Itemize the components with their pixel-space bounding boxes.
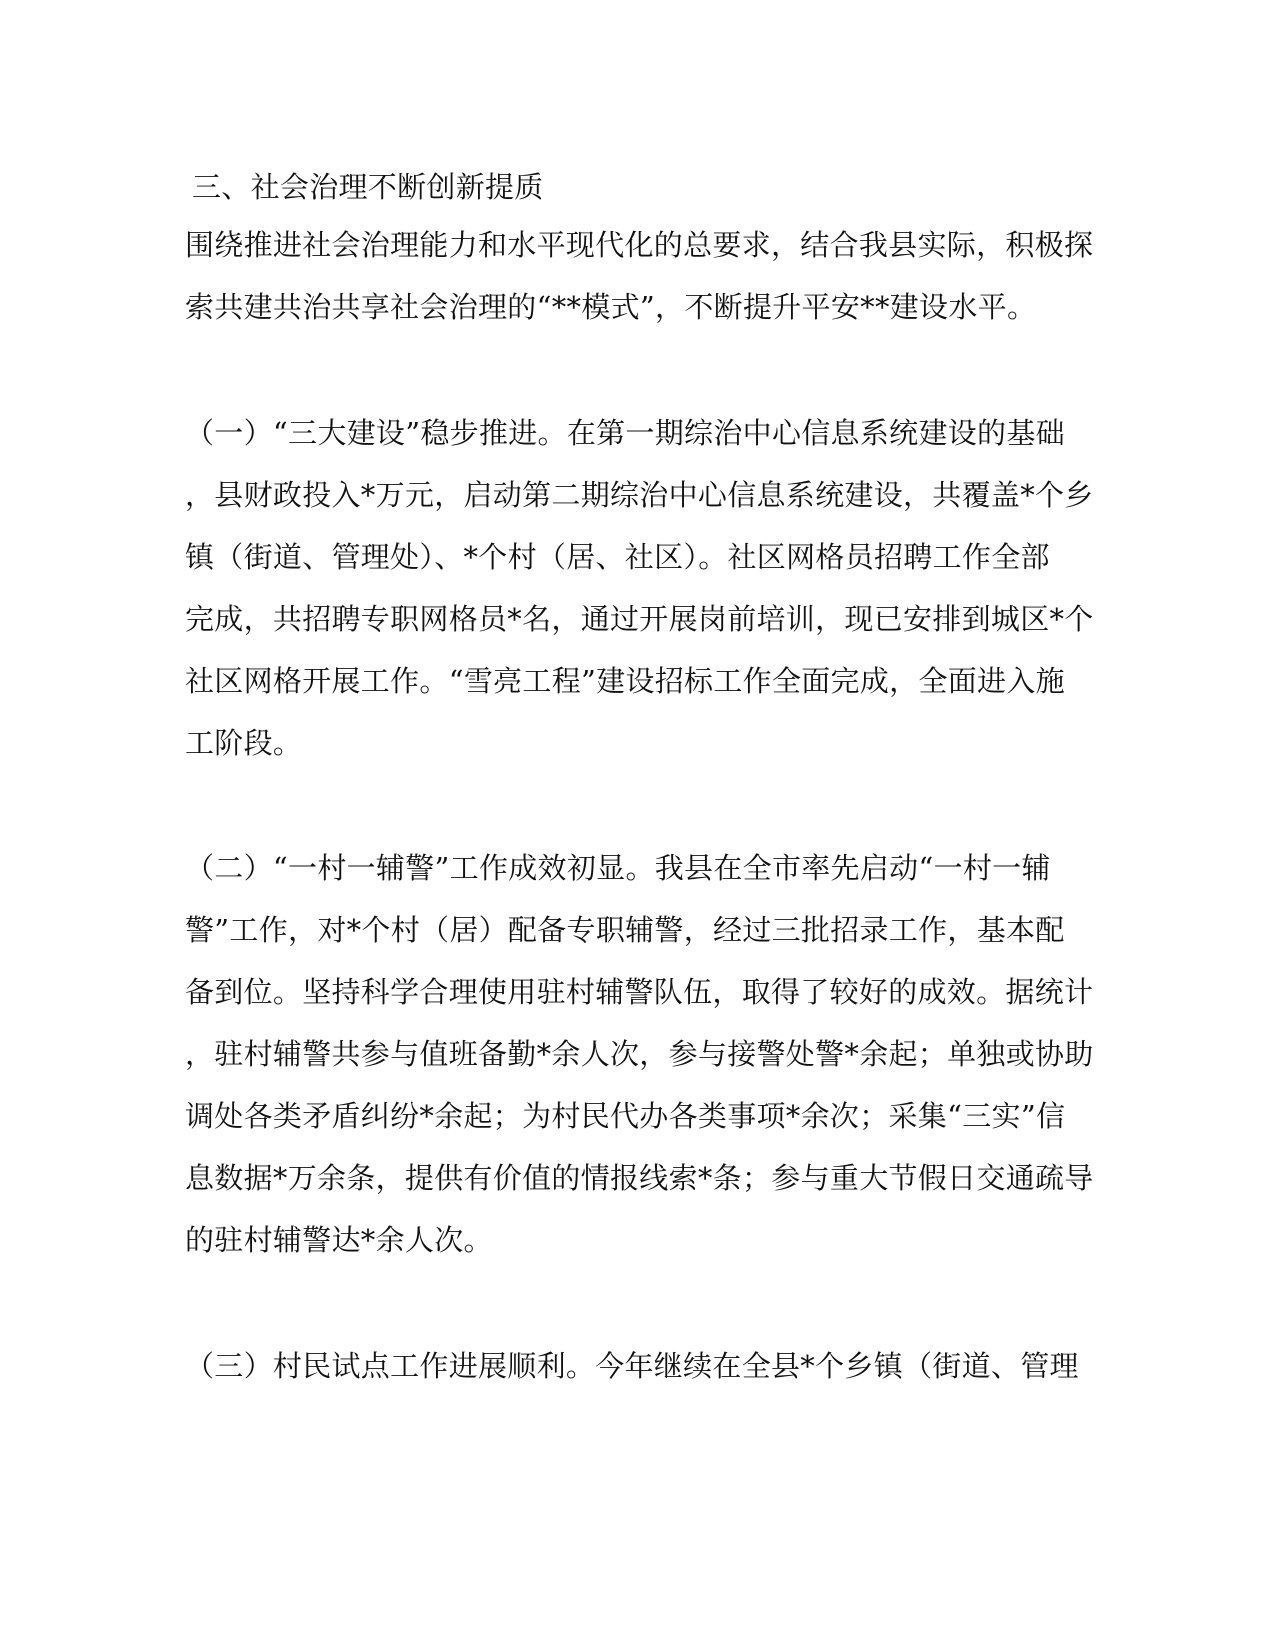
text-line: （二）“一村一辅警”工作成效初显。我县在全市率先启动“一村一辅 bbox=[185, 851, 1051, 885]
text-line: 围绕推进社会治理能力和水平现代化的总要求，结合我县实际，积极探 bbox=[185, 228, 1094, 262]
section-heading: 三、社会治理不断创新提质 bbox=[192, 170, 544, 204]
text-line: ，县财政投入*万元，启动第二期综治中心信息系统建设，共覆盖*个乡 bbox=[185, 478, 1094, 512]
text-line: 索共建共治共享社会治理的“**模式”，不断提升平安**建设水平。 bbox=[185, 290, 1037, 324]
text-line: 工阶段。 bbox=[185, 726, 303, 760]
text-line: 调处各类矛盾纠纷*余起；为村民代办各类事项*余次；采集“三实”信 bbox=[185, 1099, 1066, 1133]
text-line: （一）“三大建设”稳步推进。在第一期综治中心信息系统建设的基础 bbox=[185, 416, 1065, 450]
text-line: 完成，共招聘专职网格员*名，通过开展岗前培训，现已安排到城区*个 bbox=[185, 602, 1094, 636]
text-line: 警”工作，对*个村（居）配备专职辅警，经过三批招录工作，基本配 bbox=[185, 913, 1065, 947]
text-line: 镇（街道、管理处）、*个村（居、社区）。社区网格员招聘工作全部 bbox=[185, 540, 1050, 574]
text-line: 息数据*万余条，提供有价值的情报线索*条；参与重大节假日交通疏导 bbox=[185, 1161, 1094, 1195]
text-line: 社区网格开展工作。“雪亮工程”建设招标工作全面完成，全面进入施 bbox=[185, 664, 1065, 698]
text-line: 的驻村辅警达*余人次。 bbox=[185, 1223, 493, 1257]
text-line: 备到位。坚持科学合理使用驻村辅警队伍，取得了较好的成效。据统计 bbox=[185, 975, 1094, 1009]
text-line: （三）村民试点工作进展顺利。今年继续在全县*个乡镇（街道、管理 bbox=[185, 1349, 1079, 1383]
text-line: ，驻村辅警共参与值班备勤*余人次，参与接警处警*余起；单独或协助 bbox=[185, 1037, 1094, 1071]
